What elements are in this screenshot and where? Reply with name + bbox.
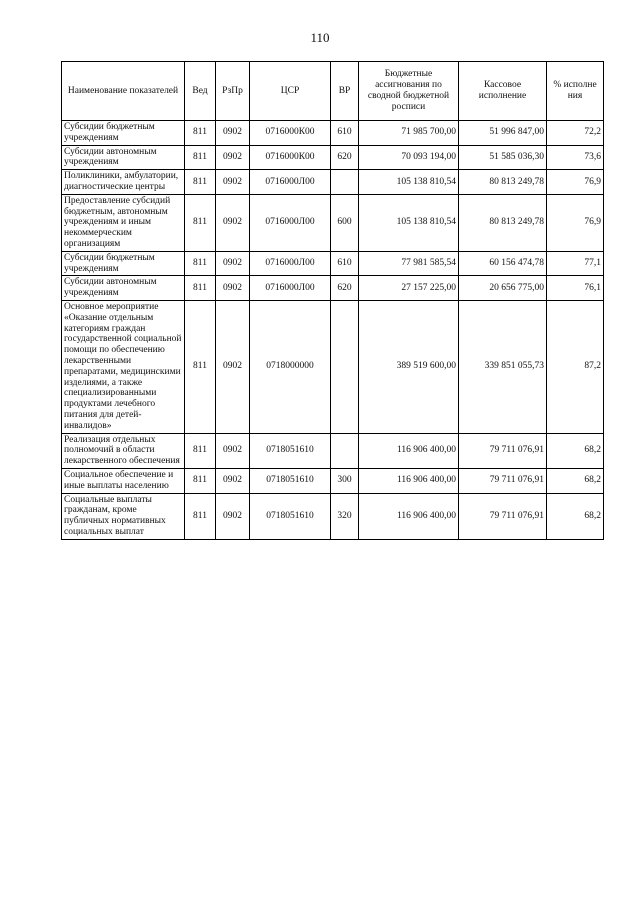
cell-vr [331,170,359,195]
cell-percent: 72,2 [547,121,604,146]
page-number: 110 [310,30,330,45]
cell-csr: 0716000Л00 [250,276,331,301]
cell-csr: 0716000К00 [250,121,331,146]
cell-csr: 0716000Л00 [250,251,331,276]
header-budget: Бюджетные ассигнования по сводной бюджетной росписи [359,62,459,121]
cell-cash: 20 656 775,00 [459,276,547,301]
cell-rzpr: 0902 [216,300,250,433]
cell-csr: 0718051610 [250,493,331,539]
cell-name: Социальные выплаты гражданам, кроме публичных нормативных социальных выплат [62,493,185,539]
header-ved: Вед [185,62,216,121]
cell-name: Субсидии автономным учреждениям [62,276,185,301]
cell-name: Реализация отдельных полномочий в области лекарственного обеспечения [62,433,185,468]
cell-ved: 811 [185,468,216,493]
cell-budget: 71 985 700,00 [359,121,459,146]
cell-csr: 0716000К00 [250,145,331,170]
cell-budget: 77 981 585,54 [359,251,459,276]
cell-name: Субсидии автономным учреждениям [62,145,185,170]
cell-percent: 87,2 [547,300,604,433]
cell-rzpr: 0902 [216,145,250,170]
header-csr: ЦСР [250,62,331,121]
cell-vr: 320 [331,493,359,539]
cell-name: Предоставление субсидий бюджетным, автономным учреждениям и иным некоммерческим организациям [62,194,185,251]
cell-csr: 0716000Л00 [250,194,331,251]
cell-cash: 60 156 474,78 [459,251,547,276]
table-row [62,493,604,539]
cell-name: Поликлиники, амбулатории, диагностические центры [62,170,185,195]
cell-csr: 0718051610 [250,468,331,493]
cell-rzpr: 0902 [216,121,250,146]
header-name: Наименование показателей [62,62,185,121]
cell-name: Основное мероприятие «Оказание отдельным категориям граждан государственной социальной помощи по обеспечению лекарственными препаратами, медицинскими изделиями, а также специализированными продуктами лечебного питания для детей-инвалидов» [62,300,185,433]
cell-ved: 811 [185,493,216,539]
cell-rzpr: 0902 [216,170,250,195]
table-row [62,145,604,170]
cell-budget: 105 138 810,54 [359,170,459,195]
cell-percent: 76,1 [547,276,604,301]
header-rzpr: РзПр [216,62,250,121]
cell-csr: 0718051610 [250,433,331,468]
table-header-row [62,62,604,121]
cell-cash: 79 711 076,91 [459,433,547,468]
cell-rzpr: 0902 [216,493,250,539]
table-row [62,194,604,251]
cell-vr [331,433,359,468]
cell-percent: 73,6 [547,145,604,170]
table-row [62,433,604,468]
budget-execution-table [61,61,604,540]
cell-ved: 811 [185,300,216,433]
cell-rzpr: 0902 [216,433,250,468]
cell-name: Субсидии бюджетным учреждениям [62,251,185,276]
cell-csr: 0716000Л00 [250,170,331,195]
cell-vr: 620 [331,276,359,301]
header-cash: Кассовое исполнение [459,62,547,121]
cell-vr: 600 [331,194,359,251]
cell-budget: 116 906 400,00 [359,468,459,493]
cell-vr: 610 [331,121,359,146]
cell-percent: 68,2 [547,468,604,493]
cell-cash: 51 585 036,30 [459,145,547,170]
table-row [62,251,604,276]
table-row [62,300,604,433]
header-percent: % исполне ния [547,62,604,121]
cell-ved: 811 [185,433,216,468]
cell-rzpr: 0902 [216,251,250,276]
cell-vr: 300 [331,468,359,493]
cell-name: Субсидии бюджетным учреждениям [62,121,185,146]
cell-percent: 76,9 [547,194,604,251]
cell-budget: 70 093 194,00 [359,145,459,170]
cell-ved: 811 [185,121,216,146]
table-row [62,468,604,493]
cell-name: Социальное обеспечение и иные выплаты населению [62,468,185,493]
cell-cash: 80 813 249,78 [459,194,547,251]
cell-vr [331,300,359,433]
cell-vr: 610 [331,251,359,276]
table-row [62,276,604,301]
cell-budget: 389 519 600,00 [359,300,459,433]
cell-cash: 80 813 249,78 [459,170,547,195]
cell-rzpr: 0902 [216,468,250,493]
header-vr: ВР [331,62,359,121]
cell-percent: 68,2 [547,493,604,539]
cell-ved: 811 [185,276,216,301]
cell-budget: 116 906 400,00 [359,493,459,539]
cell-ved: 811 [185,145,216,170]
cell-percent: 77,1 [547,251,604,276]
cell-percent: 76,9 [547,170,604,195]
cell-ved: 811 [185,251,216,276]
cell-rzpr: 0902 [216,194,250,251]
cell-ved: 811 [185,194,216,251]
cell-percent: 68,2 [547,433,604,468]
cell-cash: 339 851 055,73 [459,300,547,433]
cell-budget: 27 157 225,00 [359,276,459,301]
cell-ved: 811 [185,170,216,195]
cell-rzpr: 0902 [216,276,250,301]
table-row [62,170,604,195]
cell-csr: 0718000000 [250,300,331,433]
cell-budget: 105 138 810,54 [359,194,459,251]
table-row [62,121,604,146]
cell-cash: 79 711 076,91 [459,468,547,493]
cell-cash: 51 996 847,00 [459,121,547,146]
cell-vr: 620 [331,145,359,170]
cell-budget: 116 906 400,00 [359,433,459,468]
cell-cash: 79 711 076,91 [459,493,547,539]
